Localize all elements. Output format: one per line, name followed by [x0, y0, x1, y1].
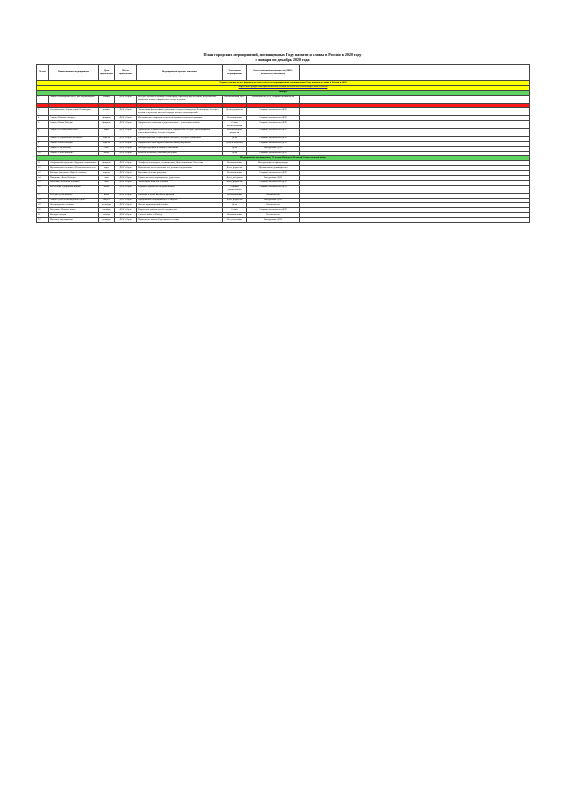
cell-name: Фотовыставка «Город-герой Ленинград»	[49, 108, 99, 116]
cell-place: ДОУ г.Орла	[115, 193, 137, 198]
table-row	[37, 121, 530, 129]
cell-name: Музыкальная гостиная «Песни военных лет»	[49, 166, 99, 171]
cell-desc: Рассказы о детях военного времени	[137, 193, 223, 198]
cell-n: 14	[37, 176, 49, 181]
cell-resp: Старшие воспитатели ДОУ	[247, 185, 300, 193]
header-cell: Ответственный исполнитель (ФИО, должность, контакты)	[247, 65, 300, 81]
cell-date: сентябрь	[99, 203, 115, 208]
cell-desc: Экспозиция фотографий и рисунков о героях блокадного Ленинграда, беседы с детьми о мужестве жителей города, чтение стихотворений	[137, 108, 223, 116]
cell-date: январь	[99, 108, 115, 116]
cell-empty	[300, 108, 530, 116]
cell-empty	[300, 218, 530, 223]
cell-desc: Экспозиция моделей техники	[137, 180, 223, 185]
cell-n: 18	[37, 198, 49, 203]
cell-name: Акция «Бессмертный полк»	[49, 128, 99, 136]
cell-place: ДОУ г.Орла	[115, 166, 137, 171]
cell-who: Воспитанники	[223, 193, 247, 198]
cell-name: Акция «Сад памяти»	[49, 146, 99, 151]
cell-name: Конкурс чтецов	[49, 213, 99, 218]
header-cell	[300, 65, 530, 81]
cell-resp: Руководители ДОУ, старшие воспитатели	[247, 95, 300, 103]
cell-desc: Проведение тематических встреч, оформление стенда с фотографиями участников войны, беседы о подвиге	[137, 128, 223, 136]
cell-desc: Подведение итогов Года памяти и славы	[137, 218, 223, 223]
cell-n: 10	[37, 151, 49, 156]
table-row	[37, 185, 530, 193]
cell-resp: Воспитатели	[247, 203, 300, 208]
cell-resp: Заведующие ДОУ	[247, 218, 300, 223]
cell-desc: Чтение произведений о войне	[137, 203, 223, 208]
cell-name: Выставка «Память жива»	[49, 208, 99, 213]
cell-place: ДОУ г.Орла	[115, 213, 137, 218]
cell-name: Итоговое мероприятие	[49, 218, 99, 223]
cell-resp: Воспитатели	[247, 193, 300, 198]
cell-n: 8	[37, 141, 49, 146]
document-title	[60, 52, 505, 62]
cell-n: 5	[37, 121, 49, 129]
cell-n: 13	[37, 171, 49, 176]
table-row	[37, 128, 530, 136]
cell-desc: Минута молчания, выставка рисунков	[137, 151, 223, 156]
header-cell: Наименование мероприятия	[49, 65, 99, 81]
cell-resp: Старшие воспитатели ДОУ	[247, 141, 300, 146]
cell-date: июль	[99, 193, 115, 198]
cell-desc: Изготовление открыток и писем ветеранам и военнослужащим	[137, 116, 223, 121]
cell-name: Беседы «Дети войны»	[49, 193, 99, 198]
cell-n: 3	[37, 108, 49, 116]
cell-desc: Возложение цветов к памятным местам города	[137, 103, 223, 108]
cell-who: Дети, родители	[223, 198, 247, 203]
yellow-band: Единая ссылка на все формы для отчета по всем мероприятиям, посвященным Году памяти и славы в России в 2020	[37, 81, 530, 86]
cell-place: ДОУ г.Орла	[115, 95, 137, 103]
cell-who: Дети, родители	[223, 166, 247, 171]
cell-who: Воспитанники ДОУ	[223, 95, 247, 103]
table-header-row	[37, 65, 530, 81]
cell-name: Литературная гостиная	[49, 203, 99, 208]
cell-date: февраль	[99, 116, 115, 121]
forms-link[interactable]: https://docs.google.com/spreadsheets/d/1TmHPxLMzWMZ3JwRlN00qIVv1xE2Hz2Hk	[238, 85, 328, 89]
cell-who: Дети	[223, 136, 247, 141]
cell-n: 21	[37, 213, 49, 218]
cell-date: май	[99, 180, 115, 185]
cell-who: Дети и родители	[223, 108, 247, 116]
cell-n: 6	[37, 128, 49, 136]
cell-place: ДОУ г.Орла	[115, 146, 137, 151]
cell-place: ДОУ г.Орла	[115, 203, 137, 208]
cell-empty	[300, 121, 530, 129]
cell-date: декабрь	[99, 218, 115, 223]
cell-desc: Торжественные мероприятия, утренники	[137, 176, 223, 181]
cell-who: Воспитанники	[223, 161, 247, 166]
cell-desc: Беседа с детьми о блокаде Ленинграда, просмотр презентации, изготовление памятных знаков, оформление стенда в группе	[137, 95, 223, 103]
cell-name: Акция «Блокадный хлеб» для обучающихся	[49, 95, 99, 103]
cell-n: 7	[37, 136, 49, 141]
cell-name: Праздник «День Победы»	[49, 176, 99, 181]
cell-resp: Заведующие ДОУ	[247, 146, 300, 151]
cell-desc: Творческие работы детей и родителей	[137, 208, 223, 213]
cell-resp: Старшие воспитатели ДОУ	[247, 208, 300, 213]
cell-n: 17	[37, 193, 49, 198]
cell-date: октябрь	[99, 208, 115, 213]
cell-n: 15	[37, 180, 49, 185]
header-cell: Место проведения	[115, 65, 137, 81]
cell-place: ДОУ г.Орла	[115, 208, 137, 213]
cell-n: 12	[37, 166, 49, 171]
cell-place: ДОУ г.Орла	[115, 141, 137, 146]
cell-who: Семьи воспитанников	[223, 121, 247, 129]
cell-n: 4	[37, 116, 49, 121]
table-body	[37, 81, 530, 223]
cell-who: Воспитанники	[223, 116, 247, 121]
cell-date: апрель	[99, 171, 115, 176]
cell-date: ноябрь	[99, 213, 115, 218]
cell-empty	[300, 95, 530, 103]
cell-desc: Оформление альбомов о родственниках – участниках войны	[137, 121, 223, 129]
cell-date: март	[99, 128, 115, 136]
cell-name: Акция «День освобождения Орла»	[49, 198, 99, 203]
cell-resp: Старшие воспитатели ДОУ	[247, 128, 300, 136]
table-row	[37, 108, 530, 116]
cell-name: Акция «Свеча памяти»	[49, 151, 99, 156]
cell-who: Воспитанники	[223, 171, 247, 176]
cell-place: ДОУ г.Орла	[115, 128, 137, 136]
cell-empty	[300, 185, 530, 193]
cell-date: январь	[99, 103, 115, 108]
cell-place: ДОУ г.Орла	[115, 176, 137, 181]
cell-date: апрель	[99, 136, 115, 141]
cell-n: 11	[37, 161, 49, 166]
cell-name: Выставка «Военная техника»	[49, 180, 99, 185]
cell-n: 9	[37, 146, 49, 151]
cell-empty	[300, 128, 530, 136]
cell-name: Акция «Наша Победа»	[49, 121, 99, 129]
subtitle-line: с января по декабрь 2020 года	[255, 57, 310, 62]
cell-name: Конкурс рисунков «Мир без войны»	[49, 171, 99, 176]
cell-date: август	[99, 198, 115, 203]
cell-place: ДОУ г.Орла	[115, 116, 137, 121]
cell-desc: Эстафеты и конкурсы, посвященные Дню защитника Отечества	[137, 161, 223, 166]
title-line: План городских мероприятий, посвященных Году памяти и славы в России в 2020 году	[203, 52, 362, 57]
cell-name: Акция «Георгиевская ленточка»	[49, 136, 99, 141]
cell-who: Все участники	[223, 218, 247, 223]
cell-date: июнь	[99, 185, 115, 193]
cell-n: 2	[37, 103, 49, 108]
cell-place: ДОУ г.Орла	[115, 151, 137, 156]
cell-desc: Стихи о войне и Победе	[137, 213, 223, 218]
cell-place: ДОУ г.Орла	[115, 161, 137, 166]
cell-who: Старшие дошкольники	[223, 185, 247, 193]
cell-date: февраль	[99, 121, 115, 129]
cell-resp: Старшие воспитатели ДОУ	[247, 180, 300, 185]
cell-resp: Старшие воспитатели ДОУ	[247, 116, 300, 121]
cell-date: май	[99, 146, 115, 151]
cell-resp: Заведующие ДОУ	[247, 103, 300, 108]
table-row	[37, 218, 530, 223]
cell-date: май	[99, 176, 115, 181]
cell-place: ДОУ г.Орла	[115, 121, 137, 129]
cell-place: ДОУ г.Орла	[115, 103, 137, 108]
cell-who: Воспитанники, родители	[223, 128, 247, 136]
cell-name: Акция «Письмо солдату»	[49, 116, 99, 121]
cell-who: Воспитанники	[223, 103, 247, 108]
cell-who: Дети и педагоги	[223, 141, 247, 146]
cell-name: Акция памяти	[49, 103, 99, 108]
events-table	[36, 64, 530, 223]
cell-place: ДОУ г.Орла	[115, 180, 137, 185]
cell-who: Дети, ветераны	[223, 176, 247, 181]
cell-place: ДОУ г.Орла	[115, 108, 137, 116]
cell-who: Дети, родители	[223, 180, 247, 185]
cell-n: 22	[37, 218, 49, 223]
cell-desc: Игровые задания по истории войны	[137, 185, 223, 193]
cell-date: апрель	[99, 141, 115, 146]
cell-date: январь	[99, 95, 115, 103]
cell-name: Квест-игра «Дорогами войны»	[49, 185, 99, 193]
cell-place: ДОУ г.Орла	[115, 198, 137, 203]
cell-n: 20	[37, 208, 49, 213]
cell-resp: Старшие воспитатели ДОУ	[247, 171, 300, 176]
cell-place: ДОУ г.Орла	[115, 218, 137, 223]
header-cell: Участники мероприятия	[223, 65, 247, 81]
cell-resp: Старшие воспитатели ДОУ	[247, 136, 300, 141]
cell-resp: Старшие воспитатели ДОУ	[247, 151, 300, 156]
cell-date: март	[99, 166, 115, 171]
cell-desc: Высадка деревьев в память о погибших	[137, 146, 223, 151]
header-cell: № п/п	[37, 65, 49, 81]
green-band-1: Январь	[37, 90, 530, 95]
cell-place: ДОУ г.Орла	[115, 136, 137, 141]
cell-resp: Старшие воспитатели ДОУ	[247, 108, 300, 116]
cell-desc: Оформление окон групп тематическими рисунками	[137, 141, 223, 146]
cell-who: Семьи	[223, 208, 247, 213]
cell-name: Акция «Окна Победы»	[49, 141, 99, 146]
cell-place: ДОУ г.Орла	[115, 185, 137, 193]
cell-desc: Выставка детских рисунков	[137, 171, 223, 176]
cell-resp: Заведующие ДОУ	[247, 198, 300, 203]
cell-resp: Заведующие ДОУ	[247, 176, 300, 181]
cell-who: Дети	[223, 146, 247, 151]
cell-who: Дети	[223, 151, 247, 156]
cell-who: Дети	[223, 203, 247, 208]
header-cell: Дата проведения	[99, 65, 115, 81]
cell-desc: Исполнение песен военных лет детьми и педагогами	[137, 166, 223, 171]
cell-n: 1	[37, 95, 49, 103]
cell-desc: Распространение георгиевских ленточек, беседы о символике	[137, 136, 223, 141]
cell-resp: Воспитатели	[247, 213, 300, 218]
cell-date: февраль	[99, 161, 115, 166]
cell-resp: Старшие воспитатели ДОУ	[247, 121, 300, 129]
cell-name: Спортивный праздник «Будущие защитники»	[50, 160, 97, 164]
cell-place: ДОУ г.Орла	[115, 171, 137, 176]
cell-date: июнь	[99, 151, 115, 156]
cell-n: 16	[37, 185, 49, 193]
header-cell: Мероприятия краткое описание	[137, 65, 223, 81]
cell-resp: Музыкальные руководители	[247, 166, 300, 171]
cell-resp: Инструкторы по физкультуре	[247, 161, 300, 166]
green-band-2: Мероприятия, посвященные 75-летию Победы в Великой Отечественной войне	[37, 156, 530, 161]
cell-n: 19	[37, 203, 49, 208]
cell-who: Воспитанники	[223, 213, 247, 218]
cell-desc: Праздничные мероприятия к 5 августа	[137, 198, 223, 203]
table-row	[37, 95, 530, 103]
